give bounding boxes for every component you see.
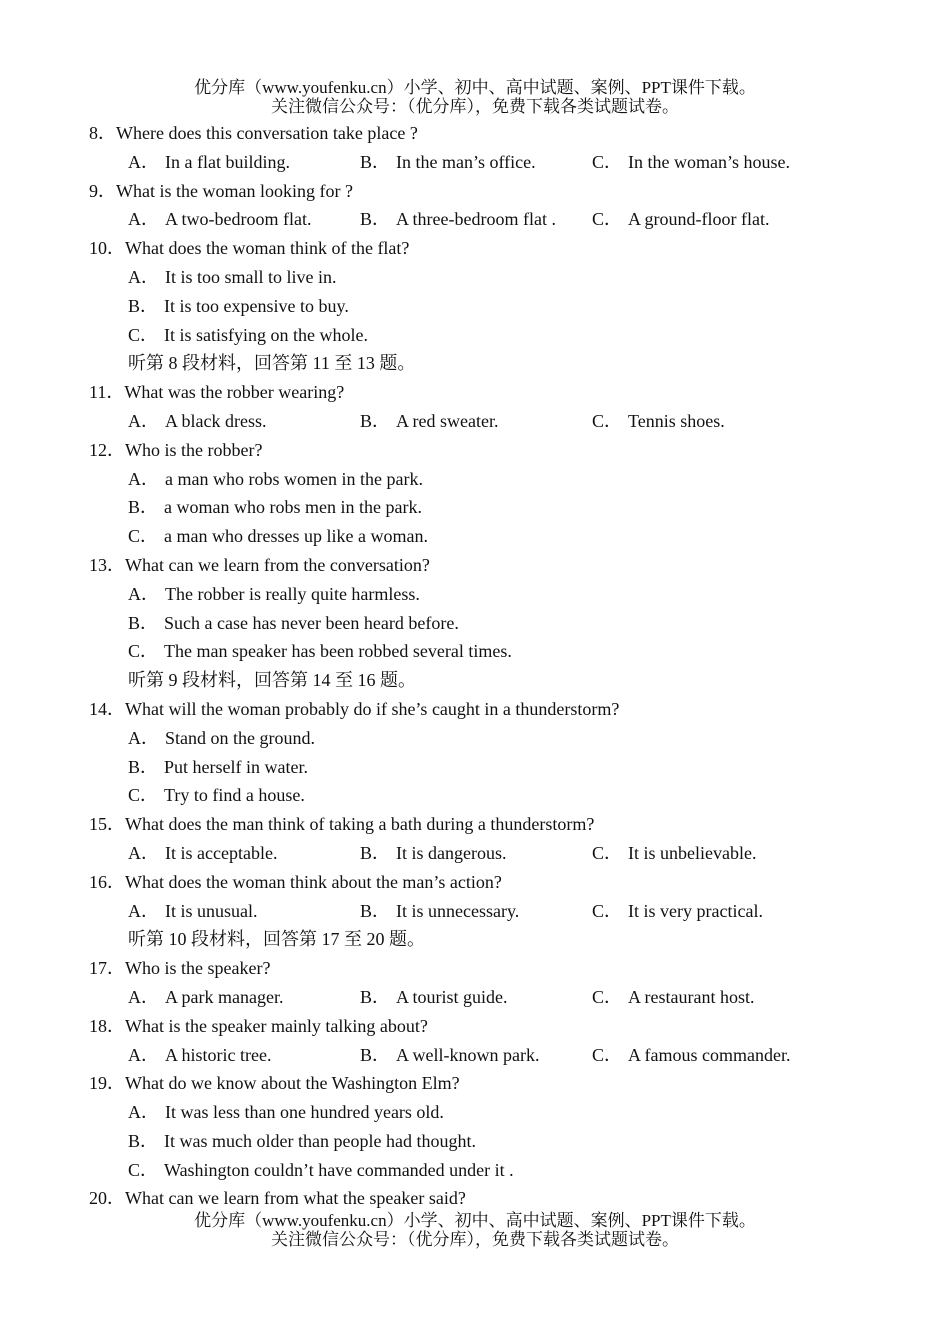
option-letter: B． (360, 151, 391, 172)
option-text: Try to find a house. (164, 785, 305, 806)
answer-options-row (0, 983, 950, 1012)
option-text: It is very practical. (628, 900, 763, 921)
answer-options-row (0, 1041, 950, 1070)
option-letter: C． (592, 900, 623, 921)
question (0, 868, 950, 897)
option-text: A black dress. (165, 410, 267, 431)
answer-option (128, 148, 290, 177)
question-number: 14． (89, 698, 125, 719)
question-text: What does the woman think about the man’s action? (125, 871, 502, 892)
section-instruction (0, 666, 950, 695)
option-text: The man speaker has been robbed several times. (164, 641, 512, 662)
option-text: Washington couldn’t have commanded under it . (164, 1159, 514, 1180)
option-text: In a flat building. (165, 151, 290, 172)
question-number: 19． (89, 1073, 125, 1094)
option-letter: C． (592, 986, 623, 1007)
option-letter: A． (128, 151, 159, 172)
answer-option (360, 897, 519, 926)
option-text: The robber is really quite harmless. (165, 583, 420, 604)
answer-options-row (0, 205, 950, 234)
option-text: Put herself in water. (164, 756, 308, 777)
question (0, 234, 950, 263)
question-number: 17． (89, 958, 125, 979)
answer-options-row (0, 897, 950, 926)
answer-option (592, 148, 790, 177)
question (0, 378, 950, 407)
section-instruction (0, 349, 950, 378)
option-text: It is too small to live in. (165, 266, 337, 287)
option-text: A two-bedroom flat. (165, 209, 312, 230)
answer-option (592, 1041, 790, 1070)
answer-option (0, 522, 950, 551)
option-letter: B． (360, 1044, 391, 1065)
option-text: It was much older than people had thought. (164, 1130, 476, 1151)
option-letter: A． (128, 842, 159, 863)
question-number: 11． (89, 382, 125, 403)
option-text: A ground-floor flat. (628, 209, 770, 230)
section-instruction (0, 925, 950, 954)
option-letter: C． (592, 1044, 623, 1065)
header-line-2: 关注微信公众号：（优分库），免费下载各类试题试卷。 (271, 97, 679, 116)
option-letter: B． (360, 900, 391, 921)
option-text: It is unbelievable. (628, 842, 757, 863)
question-number: 9． (89, 180, 116, 201)
answer-option (592, 839, 756, 868)
answer-option (360, 839, 507, 868)
answer-option (0, 637, 950, 666)
answer-option (360, 1041, 540, 1070)
answer-option (0, 753, 950, 782)
answer-option (0, 321, 950, 350)
answer-option (0, 292, 950, 321)
section-instruction-text: 听第 10 段材料，回答第 17 至 20 题。 (128, 929, 425, 950)
option-text: Tennis shoes. (628, 410, 725, 431)
option-letter: B． (128, 1130, 159, 1151)
answer-option (128, 839, 277, 868)
question-text: What can we learn from what the speaker said? (125, 1188, 466, 1209)
option-letter: C． (128, 785, 159, 806)
answer-option (0, 493, 950, 522)
option-text: It is dangerous. (396, 842, 507, 863)
option-letter: C． (592, 842, 623, 863)
option-letter: B． (128, 756, 159, 777)
option-text: It is too expensive to buy. (164, 295, 349, 316)
option-letter: C． (128, 324, 159, 345)
question (0, 177, 950, 206)
answer-option (360, 148, 536, 177)
answer-option (128, 205, 311, 234)
answer-option (360, 407, 498, 436)
option-letter: B． (360, 410, 391, 431)
option-letter: B． (128, 612, 159, 633)
answer-option (0, 781, 950, 810)
answer-option (0, 263, 950, 292)
question-text: Who is the speaker? (125, 958, 271, 979)
answer-option (0, 1098, 950, 1127)
option-letter: A． (128, 209, 159, 230)
option-text: A famous commander. (628, 1044, 791, 1065)
answer-option (0, 1156, 950, 1185)
option-letter: B． (360, 209, 391, 230)
question (0, 119, 950, 148)
option-text: A park manager. (165, 986, 284, 1007)
page-header (0, 78, 950, 116)
answer-option (0, 465, 950, 494)
option-text: A well-known park. (396, 1044, 540, 1065)
option-letter: C． (592, 209, 623, 230)
answer-option (592, 983, 755, 1012)
answer-option (0, 1127, 950, 1156)
footer-line-2: 关注微信公众号：（优分库），免费下载各类试题试卷。 (271, 1230, 679, 1249)
question-number: 16． (89, 871, 125, 892)
option-text: It was less than one hundred years old. (165, 1102, 444, 1123)
answer-option (592, 897, 763, 926)
option-letter: C． (128, 526, 159, 547)
page-footer (0, 1211, 950, 1249)
question (0, 1184, 950, 1213)
answer-option (360, 983, 508, 1012)
option-text: a man who dresses up like a woman. (164, 526, 428, 547)
question-number: 12． (89, 439, 125, 460)
option-text: In the man’s office. (396, 151, 536, 172)
header-line-1: 优分库（www.youfenku.cn）小学、初中、高中试题、案例、PPT课件下载。 (194, 78, 756, 97)
question-text: What does the woman think of the flat? (125, 238, 410, 259)
question-text: What is the speaker mainly talking about? (125, 1015, 428, 1036)
option-text: Stand on the ground. (165, 727, 315, 748)
option-letter: A． (128, 410, 159, 431)
question (0, 810, 950, 839)
answer-option (592, 407, 725, 436)
question-text: What was the robber wearing? (124, 382, 345, 403)
answer-option (128, 407, 266, 436)
question-number: 13． (89, 554, 125, 575)
option-text: It is unusual. (165, 900, 258, 921)
question-text: What do we know about the Washington Elm? (125, 1073, 460, 1094)
question (0, 954, 950, 983)
option-text: A three-bedroom flat . (396, 209, 556, 230)
option-text: a man who robs women in the park. (165, 468, 423, 489)
option-letter: A． (128, 468, 159, 489)
question (0, 551, 950, 580)
answer-option (0, 609, 950, 638)
option-text: It is satisfying on the whole. (164, 324, 368, 345)
question-number: 8． (89, 123, 116, 143)
question-text: What can we learn from the conversation? (125, 554, 430, 575)
footer-line-1: 优分库（www.youfenku.cn）小学、初中、高中试题、案例、PPT课件下载。 (194, 1211, 756, 1230)
question-text: Who is the robber? (125, 439, 263, 460)
option-text: It is acceptable. (165, 842, 278, 863)
question (0, 695, 950, 724)
answer-options-row (0, 839, 950, 868)
option-letter: B． (360, 842, 391, 863)
option-letter: B． (360, 986, 391, 1007)
option-letter: A． (128, 1044, 159, 1065)
question (0, 1069, 950, 1098)
question-text: What is the woman looking for ? (116, 180, 353, 201)
question (0, 436, 950, 465)
option-letter: C． (128, 641, 159, 662)
answer-option (128, 897, 258, 926)
answer-option (360, 205, 556, 234)
option-text: Such a case has never been heard before. (164, 612, 459, 633)
option-text: In the woman’s house. (628, 151, 790, 172)
question-number: 10． (89, 238, 125, 259)
answer-option (592, 205, 769, 234)
question-text: Where does this conversation take place ? (116, 123, 418, 143)
question-number: 15． (89, 814, 125, 835)
answer-option (0, 580, 950, 609)
option-letter: A． (128, 986, 159, 1007)
option-letter: A． (128, 266, 159, 287)
option-letter: A． (128, 900, 159, 921)
option-letter: C． (592, 410, 623, 431)
question-number: 18． (89, 1015, 125, 1036)
option-text: A red sweater. (396, 410, 499, 431)
answer-option (128, 1041, 271, 1070)
answer-option (128, 983, 283, 1012)
section-instruction-text: 听第 8 段材料，回答第 11 至 13 题。 (128, 353, 416, 374)
option-letter: B． (128, 497, 159, 518)
question-list (0, 119, 950, 1213)
option-text: It is unnecessary. (396, 900, 520, 921)
question-text: What will the woman probably do if she’s caught in a thunderstorm? (125, 698, 620, 719)
option-letter: A． (128, 727, 159, 748)
answer-options-row (0, 148, 950, 177)
option-text: a woman who robs men in the park. (164, 497, 422, 518)
question-number: 20． (89, 1188, 125, 1209)
option-letter: C． (128, 1159, 159, 1180)
option-letter: A． (128, 583, 159, 604)
option-letter: C． (592, 151, 623, 172)
option-text: A tourist guide. (396, 986, 508, 1007)
option-letter: B． (128, 295, 159, 316)
answer-options-row (0, 407, 950, 436)
question (0, 1012, 950, 1041)
question-text: What does the man think of taking a bath during a thunderstorm? (125, 814, 595, 835)
option-text: A restaurant host. (628, 986, 755, 1007)
option-text: A historic tree. (165, 1044, 272, 1065)
answer-option (0, 724, 950, 753)
section-instruction-text: 听第 9 段材料，回答第 14 至 16 题。 (128, 670, 416, 691)
option-letter: A． (128, 1102, 159, 1123)
